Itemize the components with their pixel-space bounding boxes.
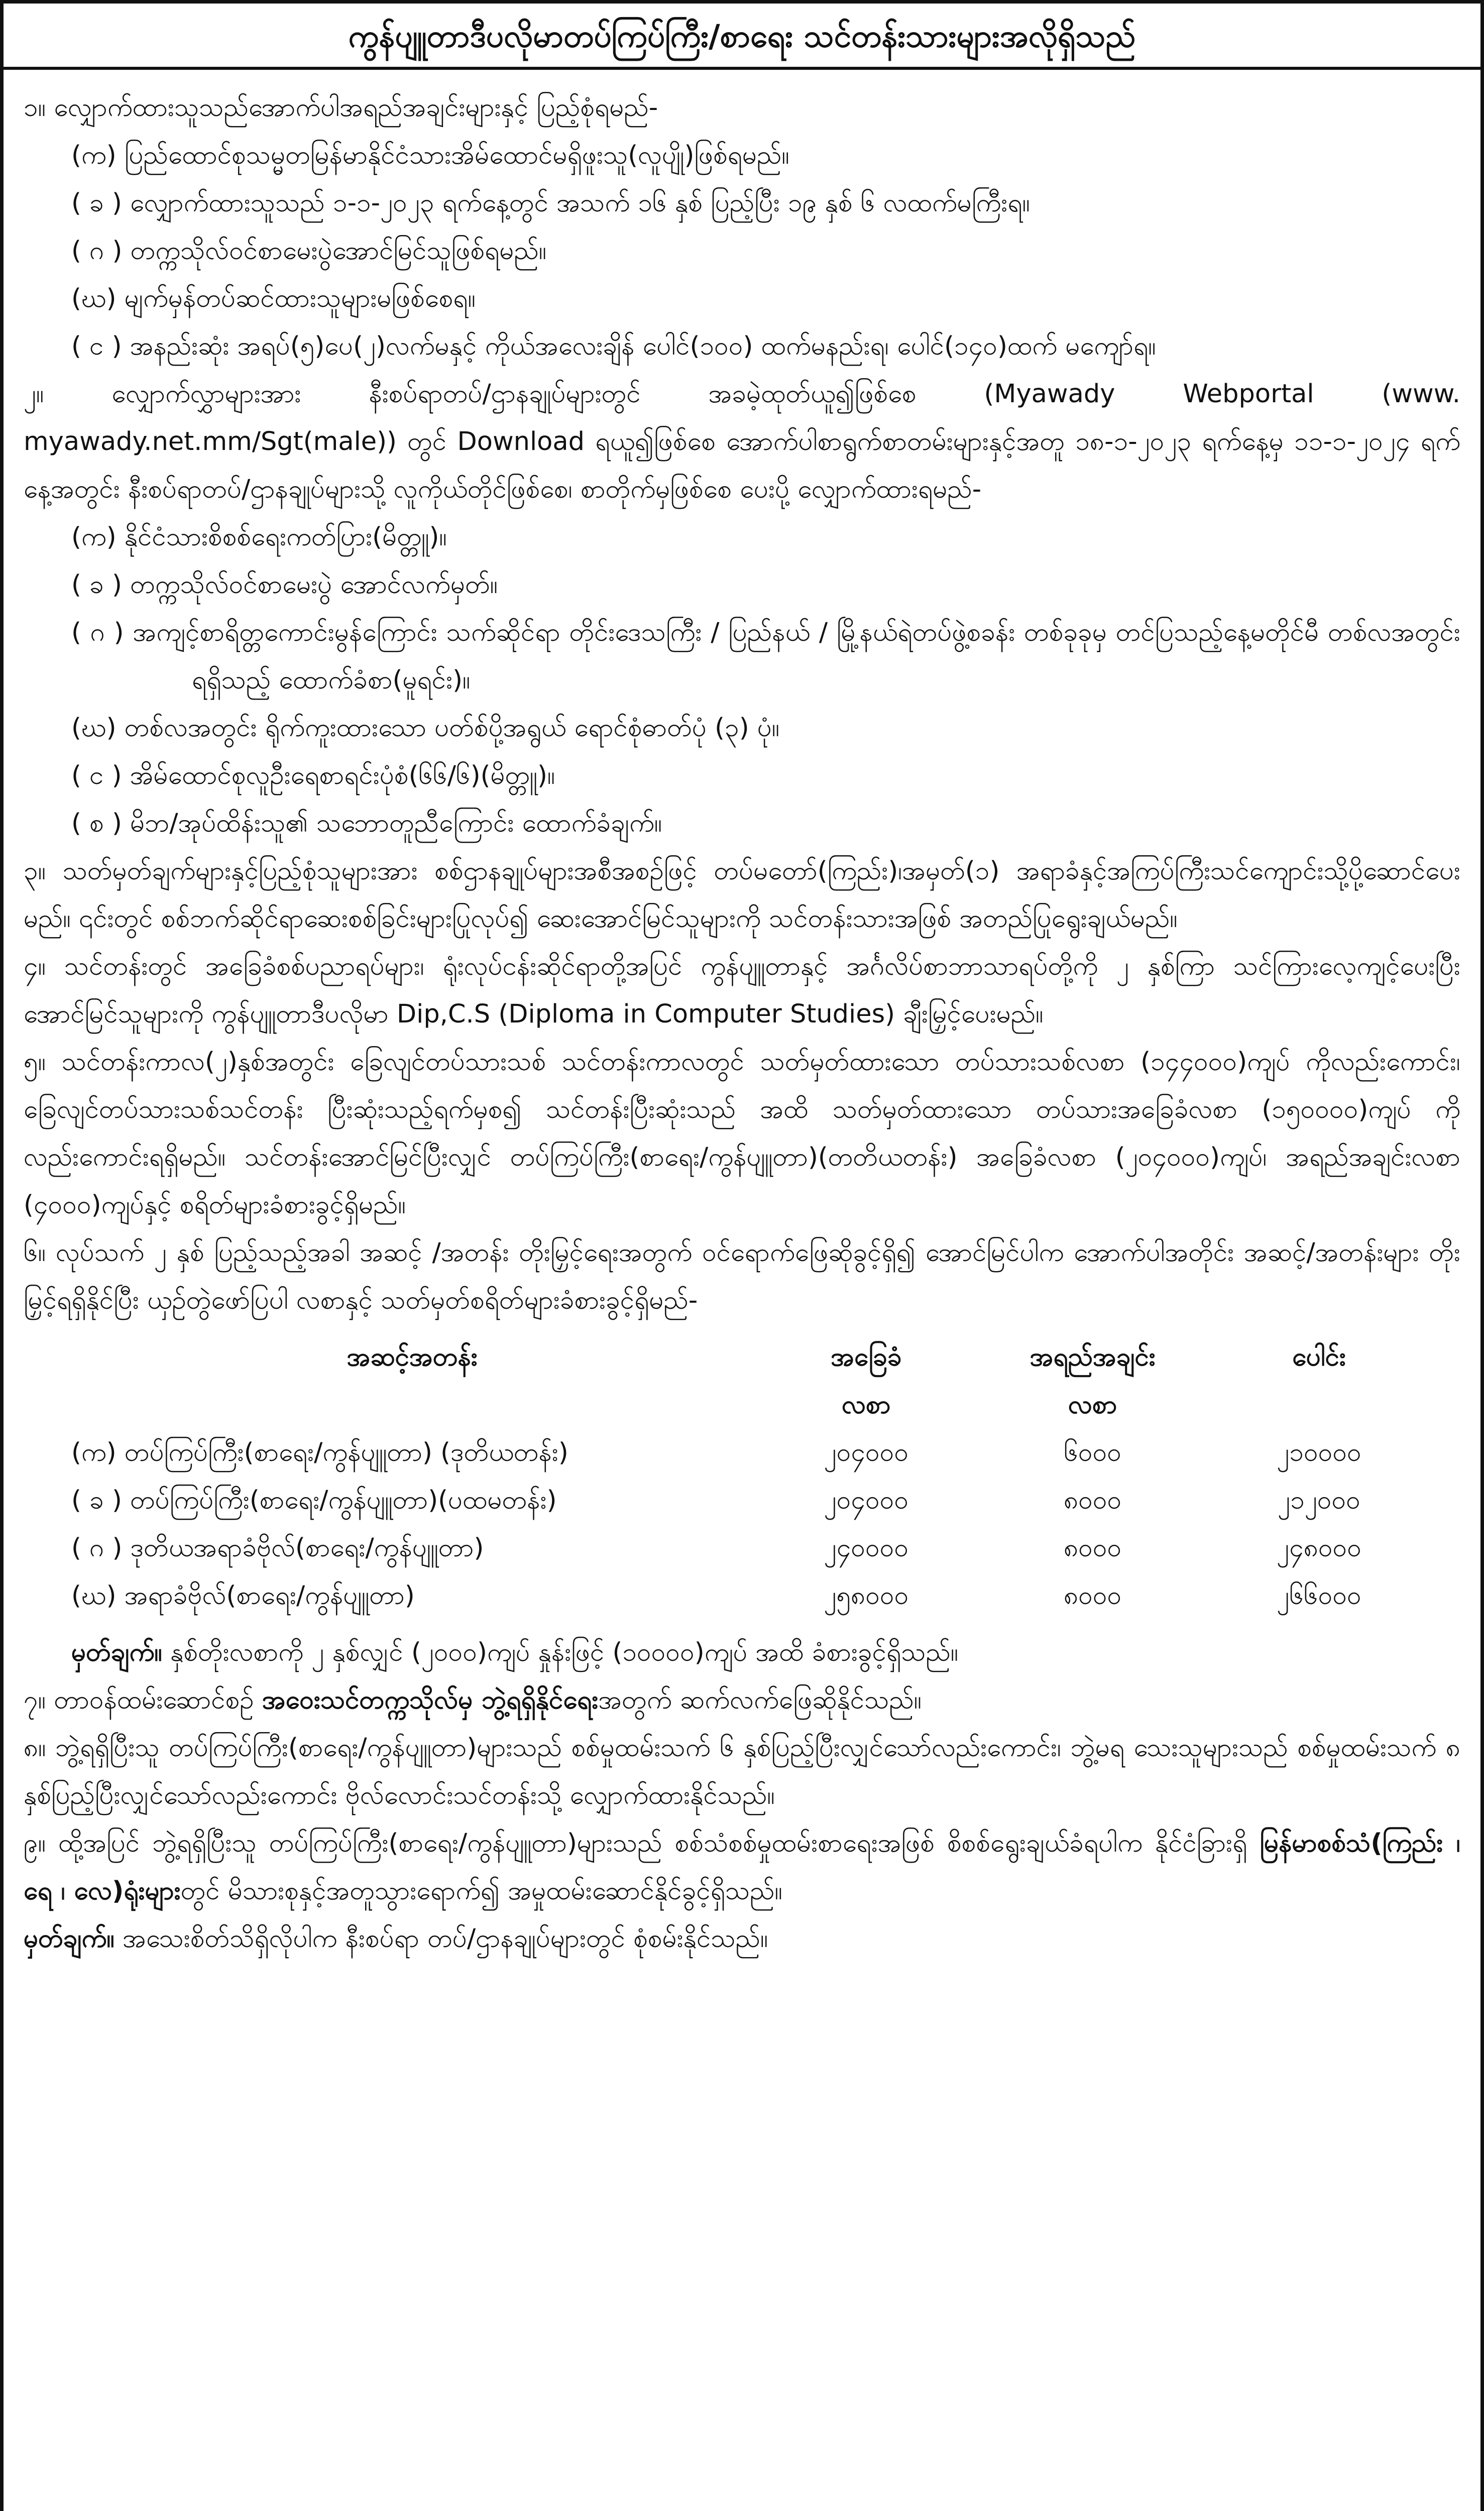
section-9-text: ၉။ ထို့အပြင် ဘွဲ့ရရှိပြီးသူ တပ်ကြပ်ကြီး(စာရေး/ကွန်ပျူတာ)များသည် စစ်သံစစ်မှုထမ်းစာရေးအဖြစ် စိစစ်ရွေးချယ်ခံရပါက နိုင်ငံခြားရှိ — [24, 1829, 1260, 1858]
header-spacer — [71, 1381, 753, 1429]
section-2-item: ( ဂ ) အကျင့်စာရိတ္တကောင်းမွန်ကြောင်း သက်ဆိုင်ရာ တိုင်းဒေသကြီး / ပြည်နယ် / မြို့နယ်ရဲတပ်ဖွဲ့စခန်း တစ်ခုခုမှ တင်ပြသည့်နေ့မတိုင်မီ တစ်လအတွင်းရရှိသည့် ထောက်ခံစာ(မူရင်း)။ — [71, 618, 1460, 695]
cell-qualification-pay: ၆၀၀၀ — [1064, 1438, 1122, 1467]
header-qualification-pay-sub: လစာ — [1068, 1390, 1117, 1420]
cell-qualification-pay: ၈၀၀၀ — [1064, 1581, 1122, 1611]
section-2-paragraph: ၂။ လျှောက်လွှာများအား နီးစပ်ရာတပ်/ဌာနချုပ်များတွင် အခမဲ့ထုတ်ယူ၍ဖြစ်စေ (Myawady Webportal (www. myawady.net.mm/Sgt(male)) တွင် Download ရယူ၍ဖြစ်စေ အောက်ပါစာရွက်စာတမ်းများနှင့်အတူ ၁၈-၁-၂၀၂၃ ရက်နေ့မှ ၁၁-၁-၂၀၂၄ ရက်နေ့အတွင်း နီးစပ်ရာတပ်/ဌာနချုပ်များသို့ လူကိုယ်တိုင်ဖြစ်စေ၊ စာတိုက်မှဖြစ်စေ ပေးပို့ လျှောက်ထားရမည်- — [24, 379, 1460, 504]
cell-total: ၂၆၆၀၀၀ — [1277, 1581, 1361, 1611]
note-label: မှတ်ချက်။ — [24, 1924, 115, 1954]
cell-rank: ( ခ ) တပ်ကြပ်ကြီး(စာရေး/ကွန်ပျူတာ)(ပထမတန်း) — [71, 1486, 557, 1515]
header-total: ပေါင်း — [1292, 1342, 1346, 1372]
cell-basic-pay: ၂၅၈၀၀၀ — [824, 1581, 909, 1611]
section-7-paragraph — [24, 1676, 1460, 1724]
section-2-item: ( င ) အိမ်ထောင်စုလူဦးရေစာရင်းပုံစံ(၆၆/၆)(မိတ္တူ)။ — [71, 761, 555, 790]
salary-table — [71, 1333, 1432, 1620]
header-rank: အဆင့်အတန်း — [347, 1342, 478, 1372]
table-row — [71, 1572, 1432, 1620]
cell-total: ၂၄၈၀၀၀ — [1277, 1533, 1362, 1563]
cell-qualification-pay: ၈၀၀၀ — [1064, 1486, 1122, 1515]
section-1-item: ( င ) အနည်းဆုံး အရပ်(၅)ပေ(၂)လက်မနှင့် ကိုယ်အလေးချိန် ပေါင်(၁၀၀) ထက်မနည်းရ၊ ပေါင်(၁၄၀)ထက် မကျော်ရ။ — [71, 331, 1156, 361]
section-1-heading: ၁။ လျှောက်ထားသူသည်အောက်ပါအရည်အချင်းများနှင့် ပြည့်စုံရမည်- — [24, 93, 658, 123]
section-5-paragraph: ၅။ သင်တန်းကာလ(၂)နှစ်အတွင်း ခြေလျင်တပ်သားသစ် သင်တန်းကာလတွင် သတ်မှတ်ထားသော တပ်သားသစ်လစာ (၁၄၄၀၀၀)ကျပ် ကိုလည်းကောင်း၊ ခြေလျင်တပ်သားသစ်သင်တန်း ပြီးဆုံးသည့်ရက်မှစ၍ သင်တန်းပြီးဆုံးသည် အထိ သတ်မှတ်ထားသော တပ်သားအခြေခံလစာ (၁၅၀၀၀၀)ကျပ် ကိုလည်းကောင်းရရှိမည်။ သင်တန်းအောင်မြင်ပြီးလျှင် တပ်ကြပ်ကြီး(စာရေး/ကွန်ပျူတာ)(တတိယတန်း) အခြေခံလစာ (၂၀၄၀၀၀)ကျပ်၊ အရည်အချင်းလစာ (၄၀၀၀)ကျပ်နှင့် စရိတ်များခံစားခွင့်ရှိမည်။ — [24, 1047, 1460, 1220]
note-text: အသေးစိတ်သိရှိလိုပါက နီးစပ်ရာ တပ်/ဌာနချုပ်များတွင် စုံစမ်းနိုင်သည်။ — [114, 1924, 768, 1954]
cell-rank: (က) တပ်ကြပ်ကြီး(စာရေး/ကွန်ပျူတာ) (ဒုတိယတန်း) — [71, 1438, 568, 1467]
section-8-paragraph: ၈။ ဘွဲ့ရရှိပြီးသူ တပ်ကြပ်ကြီး(စာရေး/ကွန်ပျူတာ)များသည် စစ်မှုထမ်းသက် ၆ နှစ်ပြည့်ပြီးလျှင်သော်လည်းကောင်း၊ ဘွဲ့မရ သေးသူများသည် စစ်မှုထမ်းသက် ၈ နှစ်ပြည့်ပြီးလျှင်သော်လည်းကောင်း ဗိုလ်လောင်းသင်တန်းသို့ လျှောက်ထားနိုင်သည်။ — [24, 1733, 1460, 1810]
header-basic-pay-sub: လစာ — [842, 1390, 891, 1420]
header-basic-pay: အခြေခံ — [831, 1342, 902, 1372]
cell-qualification-pay: ၈၀၀၀ — [1064, 1533, 1122, 1563]
table-row — [71, 1429, 1432, 1476]
section-2-item: (က) နိုင်ငံသားစိစစ်ရေးကတ်ပြား(မိတ္တူ)။ — [71, 522, 447, 552]
section-3-paragraph: ၃။ သတ်မှတ်ချက်များနှင့်ပြည့်စုံသူများအား စစ်ဌာနချုပ်များအစီအစဉ်ဖြင့် တပ်မတော်(ကြည်း)၊အမှတ်(၁) အရာခံနှင့်အကြပ်ကြီးသင်ကျောင်းသို့ပို့ဆောင်ပေးမည်။ ၎င်းတွင် စစ်ဘက်ဆိုင်ရာဆေးစစ်ခြင်းများပြုလုပ်၍ ဆေးအောင်မြင်သူများကို သင်တန်းသားအဖြစ် အတည်ပြုရွေးချယ်မည်။ — [24, 856, 1460, 934]
cell-basic-pay: ၂၄၀၀၀၀ — [824, 1533, 909, 1563]
cell-basic-pay: ၂၀၄၀၀၀ — [824, 1486, 909, 1515]
section-2-item: (ဃ) တစ်လအတွင်း ရိုက်ကူးထားသော ပတ်စ်ပို့အရွယ် ရောင်စုံဓာတ်ပုံ (၃) ပုံ။ — [71, 713, 780, 743]
page-title: ကွန်ပျူတာဒီပလိုမာတပ်ကြပ်ကြီး/စာရေး သင်တန်းသားများအလိုရှိသည် — [348, 18, 1136, 54]
cell-total: ၂၁၀၀၀၀ — [1277, 1438, 1361, 1467]
notice-body — [24, 84, 1460, 1963]
table-row — [71, 1524, 1432, 1572]
cell-rank: ( ဂ ) ဒုတိယအရာခံဗိုလ်(စာရေး/ကွန်ပျူတာ) — [71, 1533, 484, 1563]
section-1-item: ( ဂ ) တက္ကသိုလ်ဝင်စာမေးပွဲအောင်မြင်သူဖြစ်ရမည်။ — [71, 236, 547, 266]
section-4-paragraph: ၄။ သင်တန်းတွင် အခြေခံစစ်ပညာရပ်များ၊ ရုံးလုပ်ငန်းဆိုင်ရာတို့အပြင် ကွန်ပျူတာနှင့် အင်္ဂလိပ်စာဘာသာရပ်တို့ကို ၂ နှစ်ကြာ သင်ကြားလေ့ကျင့်ပေးပြီး အောင်မြင်သူများကို ကွန်ပျူတာဒီပလိုမာ Dip,C.S (Diploma in Computer Studies) ချီးမြှင့်ပေးမည်။ — [24, 952, 1460, 1029]
note-label: မှတ်ချက်။ — [71, 1638, 162, 1667]
section-9-paragraph — [24, 1819, 1460, 1915]
note-text: နှစ်တိုးလစာကို ၂ နှစ်လျှင် (၂၀၀၀)ကျပ် နှုန်းဖြင့် (၁၀၀၀၀)ကျပ် အထိ ခံစားခွင့်ရှိသည်။ — [162, 1638, 959, 1667]
table-header-row-2 — [71, 1381, 1432, 1429]
header-qualification-pay: အရည်အချင်း — [1030, 1342, 1156, 1372]
header-spacer — [1206, 1381, 1432, 1429]
table-header-row — [71, 1333, 1432, 1381]
section-7-text-end: အတွက် ဆက်လက်ဖြေဆိုနိုင်သည်။ — [598, 1685, 922, 1715]
section-9-text-end: တွင် မိသားစုနှင့်အတူသွားရောက်၍ အမှုထမ်းဆောင်နိုင်ခွင့်ရှိသည်။ — [180, 1876, 783, 1906]
section-1-item: ( ခ ) လျှောက်ထားသူသည် ၁-၁-၂၀၂၃ ရက်နေ့တွင် အသက် ၁၆ နှစ် ပြည့်ပြီး ၁၉ နှစ် ၆ လထက်မကြီးရ။ — [71, 188, 1031, 218]
cell-basic-pay: ၂၀၄၀၀၀ — [824, 1438, 909, 1467]
section-1-item: (ဃ) မျက်မှန်တပ်ဆင်ထားသူများမဖြစ်စေရ။ — [71, 284, 476, 313]
section-2-item: ( ခ ) တက္ကသိုလ်ဝင်စာမေးပွဲ အောင်လက်မှတ်။ — [71, 570, 498, 600]
note-increment — [24, 1629, 1460, 1676]
section-2-item: ( စ ) မိဘ/အုပ်ထိန်းသူ၏ သဘောတူညီကြောင်း ထောက်ခံချက်။ — [71, 809, 662, 838]
note-contact — [24, 1915, 1460, 1963]
cell-rank: (ဃ) အရာခံဗိုလ်(စာရေး/ကွန်ပျူတာ) — [71, 1581, 415, 1611]
cell-total: ၂၁၂၀၀၀ — [1278, 1486, 1360, 1515]
section-6-paragraph: ၆။ လုပ်သက် ၂ နှစ် ပြည့်သည့်အခါ အဆင့် /အတန်း တိုးမြှင့်ရေးအတွက် ဝင်ရောက်ဖြေဆိုခွင့်ရှိ၍ အောင်မြင်ပါက အောက်ပါအတိုင်း အဆင့်/အတန်းများ တိုးမြှင့်ရရှိနိုင်ပြီး ယှဉ်တွဲဖော်ပြပါ လစာနှင့် သတ်မှတ်စရိတ်များခံစားခွင့်ရှိမည်- — [24, 1238, 1460, 1315]
section-7-text: ၇။ တာဝန်ထမ်းဆောင်စဉ် — [24, 1685, 262, 1715]
section-9-highlight: မြန်မာစစ်သံ(ကြည်း ၊ ရေ ၊ လေ)ရုံးများ — [24, 1829, 1460, 1906]
title-divider — [4, 67, 1480, 70]
section-7-highlight: အဝေးသင်တက္ကသိုလ်မှ ဘွဲ့ရရှိနိုင်ရေး — [262, 1685, 599, 1715]
table-row — [71, 1476, 1432, 1524]
section-1-item: (က) ပြည်ထောင်စုသမ္မတမြန်မာနိုင်ငံသားအိမ်ထောင်မရှိဖူးသူ(လူပျို)ဖြစ်ရမည်။ — [71, 141, 789, 170]
